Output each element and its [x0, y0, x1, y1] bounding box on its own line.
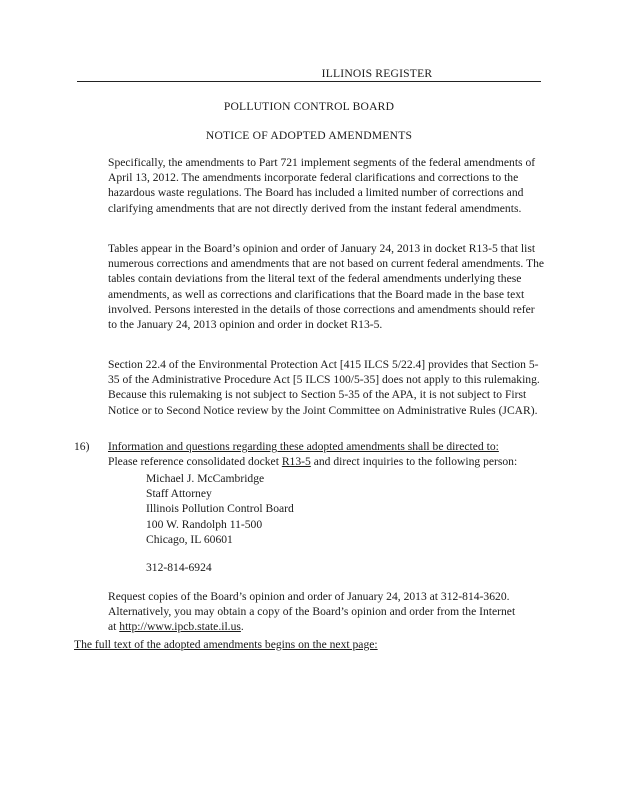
- contact-address: 100 W. Randolph 11-500: [146, 517, 263, 531]
- notice-title: NOTICE OF ADOPTED AMENDMENTS: [205, 129, 413, 142]
- docket-link[interactable]: R13-5: [281, 455, 311, 469]
- notice-header: [77, 128, 541, 143]
- item-16-line2-pre: Please reference consolidated docket: [108, 455, 282, 469]
- website-link[interactable]: http://www.ipcb.state.il.us: [119, 620, 241, 634]
- board-title: POLLUTION CONTROL BOARD: [223, 100, 395, 113]
- closing-line: The full text of the adopted amendments begins on the next page:: [74, 638, 378, 651]
- header-rule: [77, 81, 541, 82]
- paragraph-tables: Tables appear in the Board’s opinion and order of January 24, 2013 in docket R13-5 that list numerous corrections and amendments that are not based on current federal amendments. The tables contain deviations from the literal text of the federal amendments underlying these amendments, as well as corrections and clarifications that the Board made in the base text involved. Persons interested in the details of those corrections and amendments should refer to the January 24, 2013 opinion and order in docket R13-5.: [108, 242, 545, 332]
- item-16-line2-post: and direct inquiries to the following person:: [310, 455, 518, 469]
- request-line-2: Alternatively, you may obtain a copy of the Board’s opinion and order from the Internet: [108, 605, 516, 619]
- contact-city: Chicago, IL 60601: [146, 532, 233, 546]
- contact-phone: 312-814-6924: [146, 561, 212, 574]
- item-16-lead: Information and questions regarding these adopted amendments shall be directed to:: [108, 440, 499, 453]
- request-line-3-pre: at: [108, 620, 120, 634]
- request-line-3: [108, 619, 548, 634]
- contact-name: Michael J. McCambridge: [146, 472, 265, 485]
- item-number: 16): [74, 440, 90, 453]
- paragraph-section-22-4: Section 22.4 of the Environmental Protection Act [415 ILCS 5/22.4] provides that Section 5-35 of the Administrative Procedure Act [5 ILCS 100/5-35] does not apply to this rulemaking. Because this rulemaking is not subject to Section 5-35 of the APA, it is not subject to First Notice or to Second Notice review by the Joint Committee on Administrative Rules (JCAR).: [108, 358, 540, 417]
- request-line-3-post: .: [240, 620, 244, 634]
- register-title: ILLINOIS REGISTER: [321, 67, 433, 80]
- board-header: [77, 99, 541, 114]
- register-header: [77, 66, 541, 81]
- request-paragraph: [108, 589, 548, 635]
- request-line-1: Request copies of the Board’s opinion and order of January 24, 2013 at 312-814-3620.: [108, 590, 510, 603]
- contact-block: [146, 471, 446, 547]
- contact-title: Staff Attorney: [146, 487, 212, 501]
- item-16-text: [108, 439, 548, 469]
- paragraph-amendments: Specifically, the amendments to Part 721 implement segments of the federal amendments of April 13, 2012. The amendments incorporate federal clarifications and corrections to the hazardous waste regulations. The Board has included a limited number of corrections and clarifying amendments that are not directly derived from the instant federal amendments.: [108, 156, 536, 215]
- contact-org: Illinois Pollution Control Board: [146, 502, 294, 516]
